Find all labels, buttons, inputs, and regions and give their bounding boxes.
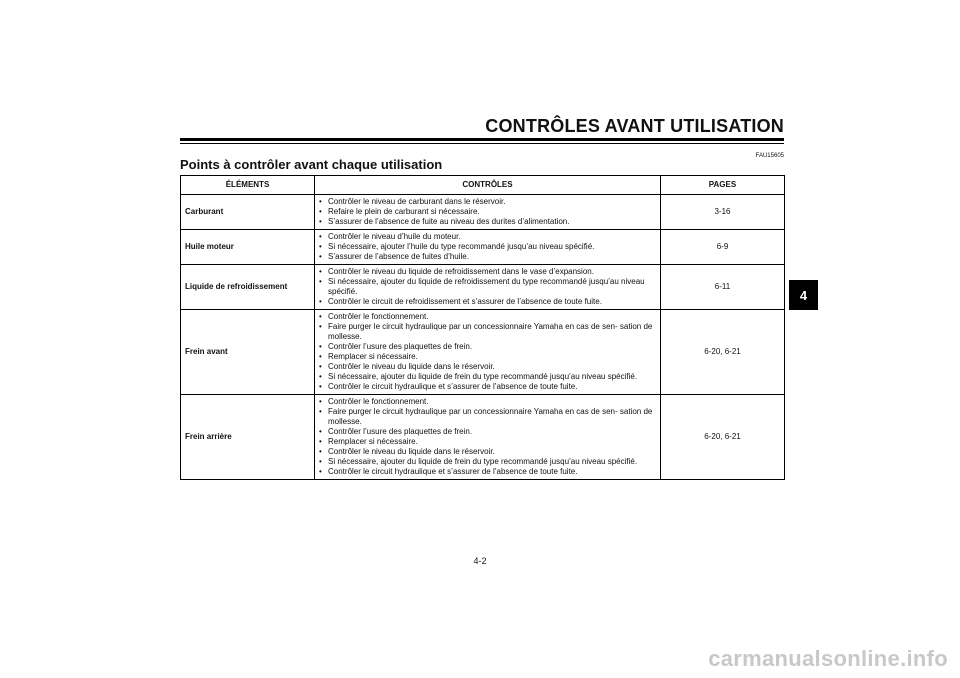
table-row — [181, 195, 785, 230]
check-item: • Contrôler le niveau du liquide dans le réservoir. — [319, 447, 656, 457]
pre-ride-checklist-table — [180, 175, 785, 480]
check-item: • Contrôler le niveau du liquide de refroidissement dans le vase d’expansion. — [319, 267, 656, 277]
check-list — [319, 197, 656, 227]
table-header-row — [181, 176, 785, 195]
column-header-pages: PAGES — [661, 176, 785, 195]
check-item: • S’assurer de l’absence de fuite au niveau des durites d’alimentation. — [319, 217, 656, 227]
page-reference: 3-16 — [661, 195, 785, 230]
check-item: • Contrôler le circuit hydraulique et s’assurer de l’absence de toute fuite. — [319, 382, 656, 392]
check-item: • Contrôler le niveau de carburant dans le réservoir. — [319, 197, 656, 207]
check-item: • Contrôler le niveau d’huile du moteur. — [319, 232, 656, 242]
table-row — [181, 230, 785, 265]
checks-cell — [315, 310, 661, 395]
check-list — [319, 267, 656, 307]
checks-cell — [315, 195, 661, 230]
item-name: Carburant — [181, 195, 315, 230]
chapter-title: CONTRÔLES AVANT UTILISATION — [485, 116, 784, 136]
check-item: • Contrôler le circuit de refroidissement et s’assurer de l’absence de toute fuite. — [319, 297, 656, 307]
table-row — [181, 265, 785, 310]
page-reference: 6-11 — [661, 265, 785, 310]
chapter-tab: 4 — [789, 280, 818, 310]
check-item: • Si nécessaire, ajouter du liquide de refroidissement du type recommandé jusqu’au niveau spécifié. — [319, 277, 656, 297]
item-name: Liquide de refroidissement — [181, 265, 315, 310]
column-header-items: ÉLÉMENTS — [181, 176, 315, 195]
check-item: • Si nécessaire, ajouter l’huile du type recommandé jusqu’au niveau spécifié. — [319, 242, 656, 252]
page-reference: 6-20, 6-21 — [661, 310, 785, 395]
check-item: • Si nécessaire, ajouter du liquide de frein du type recommandé jusqu’au niveau spécifié. — [319, 372, 656, 382]
check-item: • Refaire le plein de carburant si nécessaire. — [319, 207, 656, 217]
page-number: 4-2 — [473, 556, 487, 566]
check-list — [319, 312, 656, 392]
check-item: • Remplacer si nécessaire. — [319, 352, 656, 362]
item-name: Frein avant — [181, 310, 315, 395]
table-row — [181, 395, 785, 480]
checks-cell — [315, 395, 661, 480]
page-reference: 6-9 — [661, 230, 785, 265]
check-item: • Contrôler l’usure des plaquettes de frein. — [319, 427, 656, 437]
check-item: • Contrôler l’usure des plaquettes de frein. — [319, 342, 656, 352]
check-item: • Contrôler le circuit hydraulique et s’assurer de l’absence de toute fuite. — [319, 467, 656, 477]
check-item: • S’assurer de l’absence de fuites d’huile. — [319, 252, 656, 262]
check-item: • Si nécessaire, ajouter du liquide de frein du type recommandé jusqu’au niveau spécifié. — [319, 457, 656, 467]
check-item: • Contrôler le niveau du liquide dans le réservoir. — [319, 362, 656, 372]
page-reference: 6-20, 6-21 — [661, 395, 785, 480]
header-rule-thick — [180, 138, 784, 141]
item-name: Huile moteur — [181, 230, 315, 265]
section-heading: Points à contrôler avant chaque utilisation — [180, 157, 443, 172]
reference-code: FAU15605 — [755, 153, 784, 159]
watermark: carmanualsonline.info — [708, 646, 948, 671]
check-item: • Faire purger le circuit hydraulique par un concessionnaire Yamaha en cas de sen- sation de mollesse. — [319, 407, 656, 427]
checks-cell — [315, 230, 661, 265]
check-item: • Remplacer si nécessaire. — [319, 437, 656, 447]
check-item: • Contrôler le fonctionnement. — [319, 312, 656, 322]
checks-cell — [315, 265, 661, 310]
header-rule-thin — [180, 143, 784, 144]
check-list — [319, 397, 656, 477]
table-row — [181, 310, 785, 395]
item-name: Frein arrière — [181, 395, 315, 480]
check-item: • Faire purger le circuit hydraulique par un concessionnaire Yamaha en cas de sen- sation de mollesse. — [319, 322, 656, 342]
check-list — [319, 232, 656, 262]
check-item: • Contrôler le fonctionnement. — [319, 397, 656, 407]
column-header-checks: CONTRÔLES — [315, 176, 661, 195]
